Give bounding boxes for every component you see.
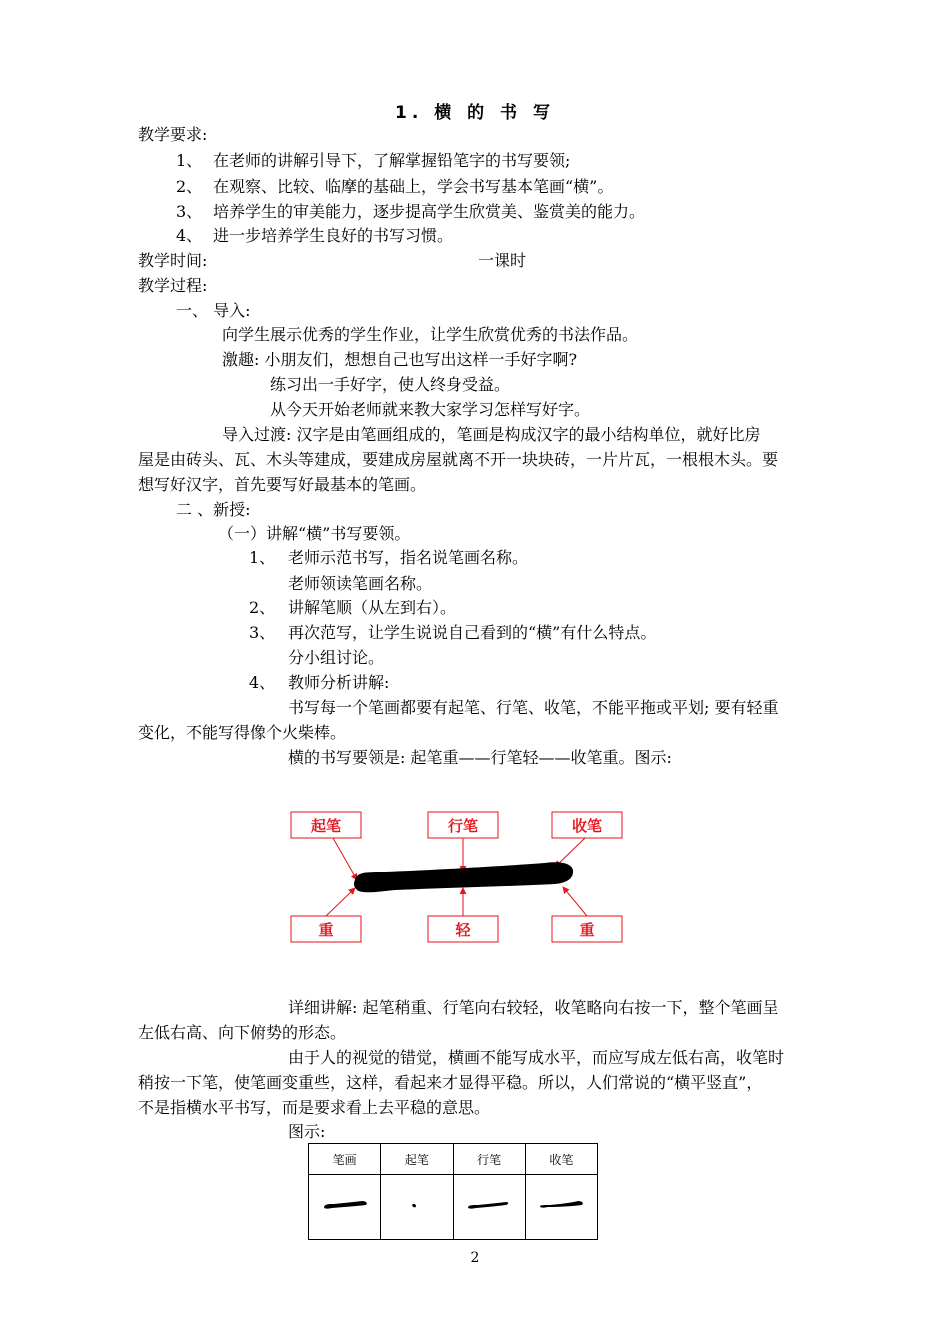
table-cell [525, 1175, 597, 1240]
section-heading-intro: 一、 导入: [176, 301, 251, 320]
paragraph-line: 不是指横水平书写，而是要求看上去平稳的意思。 [138, 1098, 491, 1117]
process-heading: 教学过程: [138, 276, 208, 295]
table-header: 笔画 [309, 1144, 381, 1175]
label-start: 起笔 [310, 817, 342, 835]
list-item: 进一步培养学生良好的书写习惯。 [213, 226, 454, 245]
paragraph-line: 想写好汉字，首先要写好最基本的笔画。 [138, 475, 427, 494]
pointer-arrow [563, 887, 587, 916]
list-item: 再次范写，让学生说说自己看到的“横”有什么特点。 [288, 623, 657, 642]
label-middle: 行笔 [447, 817, 479, 835]
section-heading-new: 二 、新授: [176, 500, 251, 519]
paragraph-line: 激趣: 小朋友们，想想自己也写出这样一手好字啊? [222, 350, 578, 369]
figure-label: 图示: [288, 1122, 326, 1141]
list-item: 讲解笔顺（从左到右）。 [288, 598, 457, 617]
teaching-time-value: 一课时 [478, 251, 527, 270]
list-item-number: 4、 [249, 673, 276, 692]
table-cell [381, 1175, 453, 1240]
label-end: 收笔 [571, 817, 603, 835]
paragraph-line: 变化，不能写得像个火柴棒。 [138, 723, 347, 742]
table-header: 起笔 [381, 1144, 453, 1175]
list-item-number: 1、 [176, 151, 203, 170]
label-light: 轻 [455, 921, 471, 939]
list-item-number: 3、 [249, 623, 276, 642]
subsection-heading: （一）讲解“横”书写要领。 [218, 524, 411, 543]
pointer-arrow [333, 838, 357, 880]
list-item: 培养学生的审美能力，逐步提高学生欣赏美、鉴赏美的能力。 [213, 202, 646, 221]
page-title: 1. 横 的 书 写 [395, 103, 555, 123]
table-row [309, 1175, 598, 1240]
table-header: 行笔 [453, 1144, 525, 1175]
label-heavy-start: 重 [318, 921, 334, 939]
list-item: 老师领读笔画名称。 [288, 574, 433, 593]
paragraph-line: 导入过渡: 汉字是由笔画组成的，笔画是构成汉字的最小结构单位，就好比房 [222, 425, 761, 444]
table-header: 收笔 [525, 1144, 597, 1175]
pointer-arrow [326, 888, 355, 916]
stroke-diagram [285, 808, 630, 948]
paragraph-line: 详细讲解: 起笔稍重、行笔向右较轻，收笔略向右按一下，整个笔画呈 [288, 998, 779, 1017]
list-item: 在观察、比较、临摩的基础上，学会书写基本笔画“横”。 [213, 177, 614, 196]
paragraph-line: 从今天开始老师就来教大家学习怎样写好字。 [270, 400, 591, 419]
list-item: 在老师的讲解引导下，了解掌握铅笔字的书写要领; [213, 151, 571, 170]
list-item: 教师分析讲解: [288, 673, 390, 692]
paragraph-line: 屋是由砖头、瓦、木头等建成，要建成房屋就离不开一块块砖，一片片瓦，一根根木头。要 [138, 450, 779, 469]
paragraph-line: 书写每一个笔画都要有起笔、行笔、收笔，不能平拖或平划; 要有轻重 [288, 698, 779, 717]
table-cell [309, 1175, 381, 1240]
paragraph-line: 左低右高、向下俯势的形态。 [138, 1023, 347, 1042]
list-item-number: 4、 [176, 226, 203, 245]
paragraph-line: 向学生展示优秀的学生作业，让学生欣赏优秀的书法作品。 [222, 325, 639, 344]
teaching-time-label: 教学时间: [138, 251, 208, 270]
end-stroke-glyph [536, 1195, 586, 1215]
list-item: 分小组讨论。 [288, 648, 385, 667]
full-stroke-glyph [320, 1195, 370, 1215]
list-item: 老师示范书写，指名说笔画名称。 [288, 548, 529, 567]
horizontal-stroke [354, 862, 573, 892]
table-header-row [309, 1144, 598, 1175]
page-number: 2 [470, 1250, 480, 1266]
moving-stroke-glyph [464, 1195, 514, 1215]
list-item-number: 2、 [249, 598, 276, 617]
stroke-table [308, 1143, 598, 1240]
start-stroke-glyph [392, 1195, 442, 1215]
paragraph-line: 由于人的视觉的错觉，横画不能写成水平，而应写成左低右高，收笔时 [288, 1048, 785, 1067]
table-cell [453, 1175, 525, 1240]
paragraph-line: 稍按一下笔，使笔画变重些，这样，看起来才显得平稳。所以，人们常说的“横平竖直”， [138, 1073, 763, 1092]
label-heavy-end: 重 [579, 921, 595, 939]
paragraph-line: 练习出一手好字，使人终身受益。 [270, 375, 511, 394]
list-item-number: 3、 [176, 202, 203, 221]
requirements-heading: 教学要求: [138, 125, 208, 144]
list-item-number: 2、 [176, 177, 203, 196]
list-item-number: 1、 [249, 548, 276, 567]
key-points-line: 横的书写要领是: 起笔重——行笔轻——收笔重。图示: [288, 748, 672, 767]
